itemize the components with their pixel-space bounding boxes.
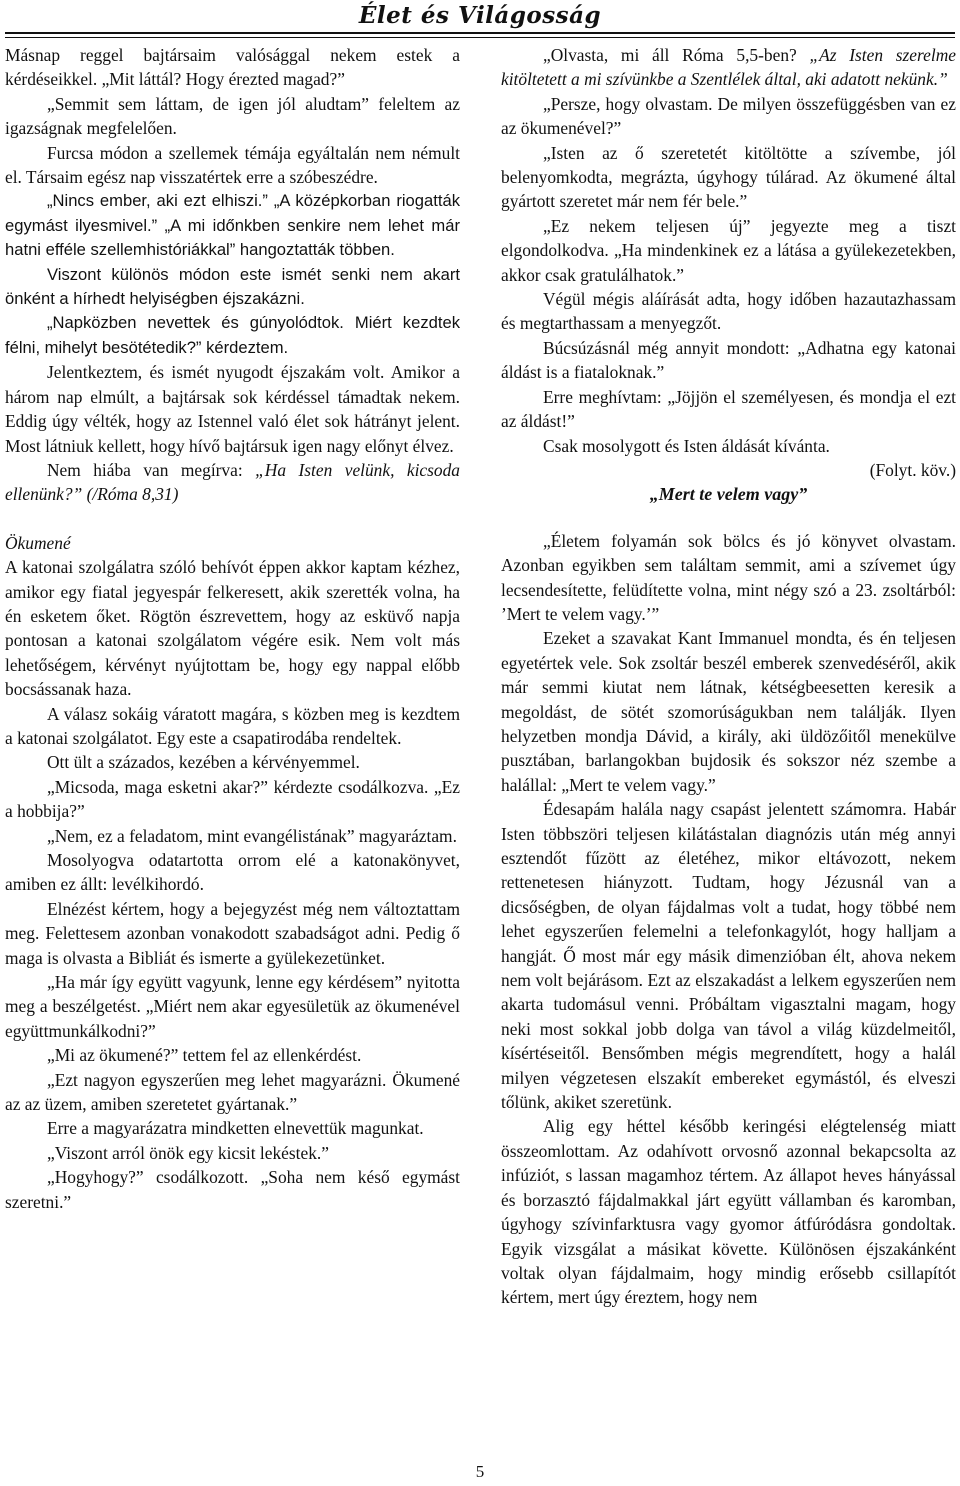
- article-title: [501, 482, 956, 506]
- header-rule-thick: [5, 32, 955, 34]
- paragraph: „Isten az ő szeretetét kitöltötte a szívembe, jól belenyomkodta, megrázta, úgyhogy túlárad. Az ökumené által gyártott szeretet már nem fér bele.”: [501, 142, 956, 212]
- paragraph: „Micsoda, maga esketni akar?” kérdezte csodálkozva. „Ez a hobbija?”: [5, 776, 460, 822]
- paragraph: „Viszont arról önök egy kicsit lekéstek.”: [47, 1142, 329, 1163]
- continued-note: (Folyt. köv.): [869, 459, 956, 480]
- paragraph: „Ha már így együtt vagyunk, lenne egy kérdésem” nyitotta meg a beszélgetést. „Miért nem akar egyesületük az ökumenével együttmunkálkodni?”: [5, 972, 460, 1041]
- paragraph: A katonai szolgálatra szóló behívót éppen akkor kaptam kézhez, amikor egy fiatal jegyespár felkeresett, akik szerették volna, ha én esketem őket. Rögtön észrevettem, hogy az esküvő napja pontosan a katonai szolgálatom végére esik. Nem volt más lehetőségem, kérvényt nyújtottam be, hogy egy nappal előbb bocsássanak haza.: [5, 557, 460, 700]
- page-number: 5: [475, 1462, 485, 1481]
- paragraph: „Mi az ökumené?” tettem fel az ellenkérdést.: [47, 1045, 362, 1066]
- text: Nem hiába van megírva:: [47, 459, 256, 480]
- paragraph: „Nem, ez a feladatom, mint evangélistának” magyaráztam.: [47, 825, 457, 846]
- paragraph: „Napközben nevettek és gúnyolódtok. Miért kezdtek félni, mihelyt besötétedik?” kérdeztem.: [5, 313, 460, 357]
- bible-quote: „Ha Isten velünk, kicsoda ellenünk?” (/Róma 8,31): [5, 459, 461, 505]
- paragraph: „Nincs ember, aki ezt elhiszi.” „A középkorban riogatták egymást ilyesmivel.” „A mi időnkben senkire nem lehet már hatni efféle szellemhistóriákkal” hangoztatták többen.: [5, 191, 460, 260]
- left-column: [5, 43, 460, 1214]
- paragraph: Ott ült a százados, kezében a kérvényemmel.: [47, 752, 360, 773]
- paragraph: Erre a magyarázatra mindketten elnevettük magunkat.: [47, 1118, 424, 1139]
- paragraph: Másnap reggel bajtársaim valósággal nekem estek a kérdéseikkel. „Mit láttál? Hogy érezted magad?”: [5, 45, 460, 90]
- paragraph: Elnézést kértem, hogy a bejegyzést még nem változtattam meg. Felettesem azonban vonakodott szabadságot adni. Pedig ő maga is olvasta a Bibliát és ismerte a gyülekezetünket.: [5, 898, 460, 968]
- article-title-text: „Mert te velem vagy”: [649, 484, 808, 505]
- paragraph: „Ezt nagyon egyszerűen meg lehet magyarázni. Ökumené az az üzem, amiben szeretetet gyártanak.”: [5, 1069, 460, 1115]
- paragraph: Alig egy héttel később keringési elégtelenség miatt összeomlottam. Az odahívott orvosnő azonnal bekapcsolta az infúziót, s lassan magamhoz tértem. Az állapot heves hányással és borzasztó fájdalmakkal járt együtt vállamban és karomban, úgyhogy szívinfarktusra vagy gyomor átfúródásra gondoltak. Egyik vizsgálat a másikat követte. Különösen éjszakánként voltak olyan fájdalmaim, hogy mindig erősebb csillapítót kértem, mert úgy éreztem, hogy nem: [501, 1116, 956, 1308]
- paragraph: Végül mégis aláírását adta, hogy időben hazautazhassam és megtarthassam a menyegzőt.: [501, 289, 956, 334]
- paragraph: Ezeket a szavakat Kant Immanuel mondta, és én teljesen egyetértek vele. Sok zsoltár beszél emberek szenvedéséről, akik már semmi kiutat nem látnak, kétségbeesetten keresik a megoldást, de sötét szomorúságukban nem találják. Ilyen helyzetben mondja Dávid, a király, aki üldözőitől menekülve pusztában, barlangokban bujdosik és sokszor néz szembe a halállal: „Mert te velem vagy.”: [501, 628, 956, 795]
- paragraph: „Hogyhogy?” csodálkozott. „Soha nem késő egymást szeretni.”: [5, 1167, 460, 1212]
- paragraph: „Ez nekem teljesen új” jegyezte meg a tiszt elgondolkodva. „Ha mindenkinek ez a látása a gyülekezetekben, akkor csak gratulálhatok.”: [501, 215, 956, 285]
- magazine-title: Élet és Világosság: [358, 2, 602, 29]
- paragraph: Édesapám halála nagy csapást jelentett számomra. Habár Isten többszöri teljesen kilátástalan diagnózis után még annyi esztendőt fűzött az életéhez, mikor eltávozott, nekem rettenetesen hiányzott. Tudtam, hogy Jézusnál van a dicsőségben, de olyan fájdalmas volt a tudat, hogy többé nem lehet egyszerűen felemelni a telefonkagylót, hogy halljam a hangját. Ő most már egy másik dimenzióban élt, ahova nekem nem volt bejárásom. Ezt az elszakadást a lelkem egyszerűen nem akarta tudomásul venni. Próbáltam vigasztalni magam, hogy neki most sokkal jobb dolga van távol a világ küzdelmeitől, kísértéseitől. Bensőmben mégis megrendített, hogy a halál milyen végzetesen elszakít embereket egymástól, és elveszi tőlünk, akiket szeretünk.: [501, 799, 956, 1113]
- section-heading: Ökumené: [5, 532, 71, 553]
- paragraph: A válasz sokáig váratott magára, s közben meg is kezdtem a katonai szolgálatot. Egy este a csapatirodába rendeltek.: [5, 703, 460, 748]
- paragraph: Jelentkeztem, és ismét nyugodt éjszakám volt. Amikor a három nap elmúlt, a bajtársak sok kérdéssel támadtak nekem. Eddig úgy vélték, hogy az Istennel való élet sok hátrányt jelent. Most látniuk kellett, hogy hívő bajtársuk igen nagy előnyt élvez.: [5, 362, 460, 456]
- paragraph: Búcsúzásnál még annyit mondott: „Adhatna egy katonai áldást is a fiataloknak.”: [501, 337, 956, 383]
- paragraph: „Persze, hogy olvastam. De milyen összefüggésben van ez az ökumenével?”: [501, 93, 956, 139]
- right-column: [501, 43, 956, 1310]
- paragraph: Viszont különös módon este ismét senki nem akart önként a hírhedt helyiségben éjszakázni.: [5, 264, 460, 309]
- paragraph: [501, 43, 956, 92]
- paragraph: Erre meghívtam: „Jöjjön el személyesen, és mondja el ezt az áldást!”: [501, 386, 956, 432]
- paragraph: „Semmit sem láttam, de igen jól aludtam” feleltem az igazságnak megfelelően.: [5, 93, 460, 139]
- paragraph: [5, 458, 460, 507]
- page-header: [0, 0, 960, 40]
- header-rule-thin: [5, 37, 955, 38]
- paragraph: Furcsa módon a szellemek témája egyáltalán nem némult el. Társaim egész nap visszatértek erre a szóbeszédre.: [5, 142, 460, 188]
- text: „Olvasta, mi áll Róma 5,5-ben?: [543, 45, 810, 65]
- paragraph: Mosolyogva odatartotta orrom elé a katonakönyvet, amiben ez állt: levélkihordó.: [5, 850, 460, 895]
- bible-quote: „Az Isten szerelme kitöltetett a mi szívünkbe a Szentlélek által, aki adatott nekünk.”: [501, 45, 956, 90]
- paragraph: „Életem folyamán sok bölcs és jó könyvet olvastam. Azonban egyikben sem találtam semmit, ami a szívemet úgy lecsendesítette, felüdítette volna, mint négy szó a 23. zsoltárból: ’Mert te velem vagy.’”: [501, 530, 956, 624]
- paragraph: Csak mosolygott és Isten áldását kívánta.: [543, 435, 830, 456]
